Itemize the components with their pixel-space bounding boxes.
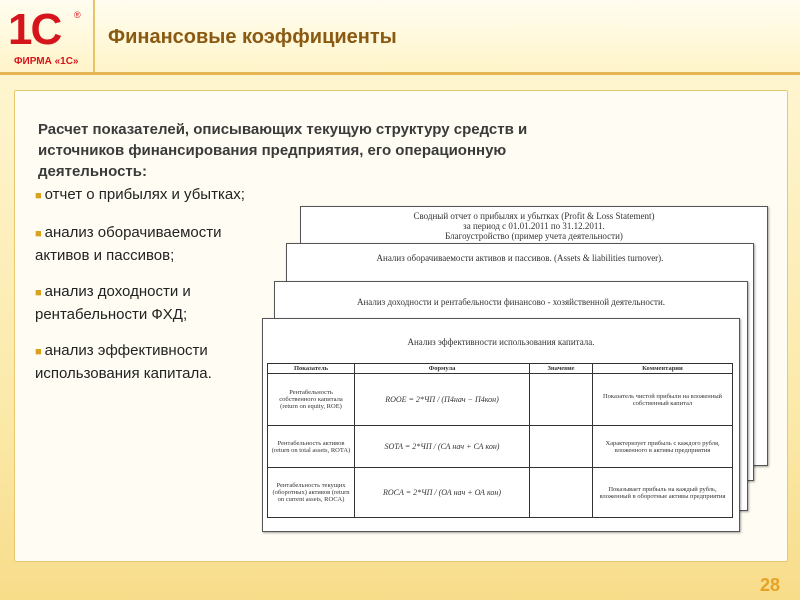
table-cell: Характеризует прибыль с каждого рубля, вложенного в активы предприятия [593,426,733,468]
column-header: Комментарии [593,364,733,374]
sheet-title: Анализ доходности и рентабельности финансово - хозяйственной деятельности. [356,297,666,307]
logo-caption: ФИРМА «1С» [14,56,79,67]
bullet-item [35,281,265,325]
header-rule [0,72,800,75]
page-number: 28 [759,575,780,595]
table-cell: Рентабельность активов (return on total assets, ROTA) [268,426,355,468]
sheet-title: Сводный отчет о прибылях и убытках (Profit & Loss Statement) [413,211,655,221]
bullet-marker-icon: ■ [35,346,42,358]
company-logo [8,5,88,68]
table-cell: Показатель чистой прибыли на вложенный собственный капитал [593,374,733,426]
bullet-list [35,184,265,399]
report-sheet-capital-efficiency [262,318,740,532]
bullet-marker-icon: ■ [35,190,42,202]
table-cell: Показывает прибыль на каждый рубль, вложенный в оборотные активы предприятия [593,468,733,518]
header [0,0,800,74]
sheet-title: Анализ эффективности использования капитала. [407,337,595,347]
table-row [268,468,733,518]
table-header-row [268,364,733,374]
slide-title: Финансовые коэффициенты [108,26,397,48]
bullet-text: анализ оборачиваемости активов и пассивов; [35,224,222,264]
bullet-item [35,222,265,266]
table-row [268,426,733,468]
bullet-text: отчет о прибылях и убытках; [44,186,245,203]
logo-mark: 1С [8,5,61,54]
table-cell: ROOE = 2*ЧП / (П4нач − П4кон) [355,374,530,426]
bullet-item [35,184,265,207]
slide-subtitle: Расчет показателей, описывающих текущую структуру средств и источников финансирования предприятия, его операционную деятельность: [38,121,528,180]
table-cell: ROCA = 2*ЧП / (ОА нач + ОА кон) [355,468,530,518]
column-header: Формула [355,364,530,374]
column-header: Показатель [268,364,355,374]
bullet-text: анализ доходности и рентабельности ФХД; [35,283,191,323]
table-cell: Рентабельность текущих (оборотных) активов (return on current assets, ROCA) [268,468,355,518]
sheet-period: за период с 01.01.2011 по 31.12.2011. [463,221,605,231]
column-header: Значение [530,364,593,374]
table-cell: SOTA = 2*ЧП / (СА нач + СА кон) [355,426,530,468]
bullet-item [35,340,265,384]
table-row [268,374,733,426]
bullet-text: анализ эффективности использования капитала. [35,342,212,382]
sheet-title: Анализ оборачиваемости активов и пассивов. (Assets & liabilities turnover). [376,253,664,263]
registered-mark: ® [74,10,81,20]
coefficients-table [267,363,733,518]
table-cell [530,426,593,468]
bullet-marker-icon: ■ [35,287,42,299]
table-cell [530,468,593,518]
table-cell: Рентабельность собственного капитала (return on equity, ROE) [268,374,355,426]
bullet-marker-icon: ■ [35,228,42,240]
header-divider [93,0,95,72]
sheet-org: Благоустройство (пример учета деятельности) [445,231,623,241]
table-cell [530,374,593,426]
